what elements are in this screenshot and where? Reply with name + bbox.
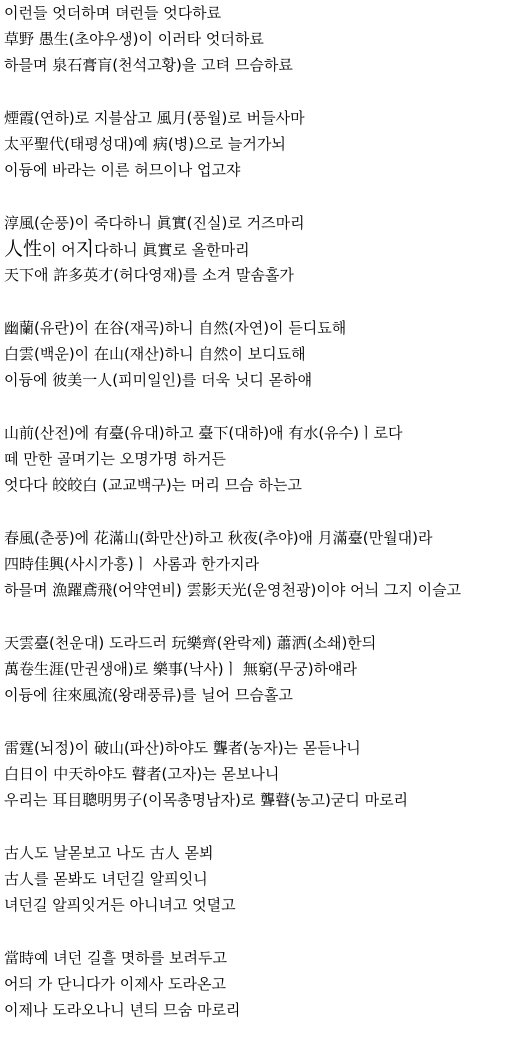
stanza-8: [4, 735, 518, 813]
poem-document: [4, 0, 518, 1050]
poem-line: [4, 236, 518, 262]
poem-line: 雷霆(뇌정)이 破山(파산)하야도 聾者(농자)는 몯듣나니: [4, 739, 361, 757]
stanza-5: [4, 420, 518, 498]
enlarged-text: 人性: [4, 238, 43, 260]
poem-line: 떼 만한 골며기는 오명가명 하거든: [4, 450, 226, 468]
enlarged-text: 지: [75, 238, 95, 260]
poem-line: 古人도 날몯보고 나도 古人 몯뵈: [4, 844, 214, 862]
poem-line: 白雲(백운)이 在山(재산)하니 自然이 보디됴해: [4, 345, 306, 363]
poem-line: 煙霞(연하)로 지블삼고 風月(풍월)로 버들사마: [4, 109, 305, 127]
poem-line: 太平聖代(태평성대)예 病(병)으로 늘거가뇌: [4, 135, 286, 153]
poem-line: 하믈며 泉石膏肓(천석고황)을 고텨 므슴하료: [4, 56, 293, 74]
poem-line: 어듸 가 단니다가 이제사 도라온고: [4, 975, 226, 993]
stanza-1: [4, 0, 518, 78]
poem-line: 엇다다 皎皎白 (교교백구)는 머리 므슴 하는고: [4, 476, 302, 494]
poem-line: 이런들 엇더하며 뎌런들 엇다하료: [4, 4, 222, 22]
poem-line: 山前(산전)에 有臺(유대)하고 臺下(대하)애 有水(유수)ㅣ로다: [4, 424, 403, 442]
stanza-10: [4, 945, 518, 1023]
stanza-4: [4, 315, 518, 393]
poem-line: 淳風(순풍)이 죽다하니 眞實(진실)로 거즈마리: [4, 214, 305, 232]
poem-line: 春風(춘풍)에 花滿山(화만산)하고 秋夜(추야)애 月滿臺(만월대)라: [4, 529, 433, 547]
poem-line: 幽蘭(유란)이 在谷(재곡)하니 自然(자연)이 듣디됴해: [4, 319, 347, 337]
poem-line: 이제나 도라오나니 년듸 므숨 마로리: [4, 1001, 241, 1019]
poem-line: 天下애 許多英才(허다영재)를 소겨 말솜홀가: [4, 266, 294, 284]
stanza-7: [4, 630, 518, 708]
poem-line: 白日이 中天하야도 瞽者(고자)는 몯보나니: [4, 765, 280, 783]
poem-line: 天雲臺(천운대) 도라드러 玩樂齊(완락제) 蕭洒(소쇄)한듸: [4, 634, 377, 652]
poem-line: 이듕에 바라는 이른 허므이나 업고쟈: [4, 161, 241, 179]
line-text: 이 어: [42, 241, 76, 259]
stanza-2: [4, 105, 518, 183]
poem-line: 四時佳興(사시가흥)ㅣ 사롬과 한가지라: [4, 555, 260, 573]
poem-line: 草野 愚生(초야우생)이 이러타 엇더하료: [4, 30, 264, 48]
poem-line: 이듕에 彼美一人(피미일인)를 더욱 닛디 몯하얘: [4, 371, 313, 389]
poem-line: 萬卷生涯(만권생애)로 樂事(낙사)ㅣ 無窮(무궁)하얘라: [4, 660, 358, 678]
poem-line: 當時예 녀던 길흘 몃하를 보려두고: [4, 949, 227, 967]
poem-line: 이듕에 往來風流(왕래풍류)를 닐어 므슴홀고: [4, 686, 293, 704]
poem-line: 古人를 몯봐도 녀던길 알픠잇니: [4, 870, 208, 888]
poem-line: 녀던길 알픠잇거든 아니녀고 엇뎔고: [4, 896, 236, 914]
line-text: 다하니 眞實로 올한마리: [94, 241, 250, 259]
stanza-3: [4, 210, 518, 288]
poem-line: 우리는 耳目聰明男子(이목총명남자)로 聾瞽(농고)굳디 마로리: [4, 791, 409, 809]
poem-line: 하믈며 漁躍鳶飛(어약연비) 雲影天光(운영천광)이야 어늬 그지 이슬고: [4, 581, 462, 599]
stanza-9: [4, 840, 518, 918]
stanza-6: [4, 525, 518, 603]
